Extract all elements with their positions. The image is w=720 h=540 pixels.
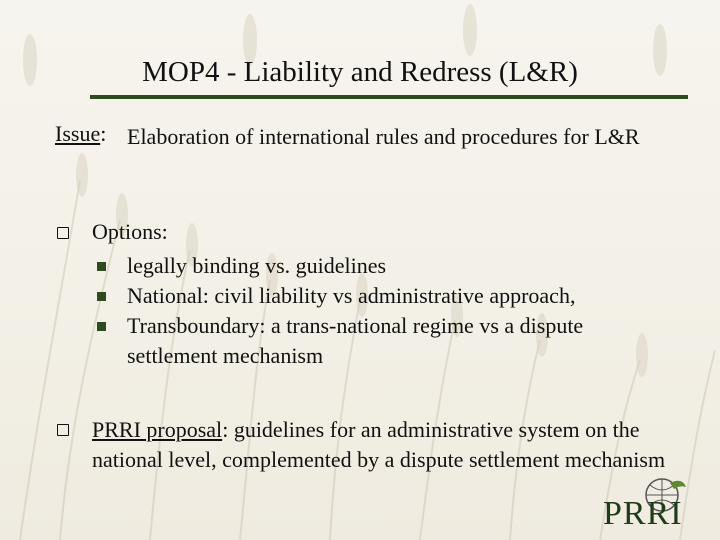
issue-label-group: [55, 121, 106, 147]
hollow-square-bullet-icon: [57, 227, 69, 239]
proposal-colon: :: [222, 417, 229, 442]
square-bullet-icon: [97, 292, 106, 301]
square-bullet-icon: [97, 322, 106, 331]
prri-logo-text: PRRI: [603, 495, 683, 532]
title-divider: [90, 95, 688, 99]
proposal-label: PRRI proposal: [92, 417, 223, 442]
hollow-square-bullet-icon: [57, 424, 69, 436]
issue-label: Issue: [55, 121, 101, 146]
square-bullet-icon: [97, 262, 106, 271]
issue-colon: :: [100, 121, 107, 146]
proposal-paragraph: [92, 415, 672, 474]
proposal-text: guidelines for an administrative system on the national level, complemented by a dispute settlement mechanism: [92, 417, 666, 472]
option-item: Transboundary: a trans-national regime vs a dispute settlement mechanism: [127, 313, 584, 368]
issue-text: Elaboration of international rules and procedures for L&R: [127, 124, 640, 149]
options-label: Options:: [92, 219, 168, 244]
option-item: legally binding vs. guidelines: [127, 253, 387, 278]
slide-title: MOP4 - Liability and Redress (L&R): [142, 56, 578, 88]
option-item: National: civil liability vs administrative approach,: [127, 283, 576, 308]
